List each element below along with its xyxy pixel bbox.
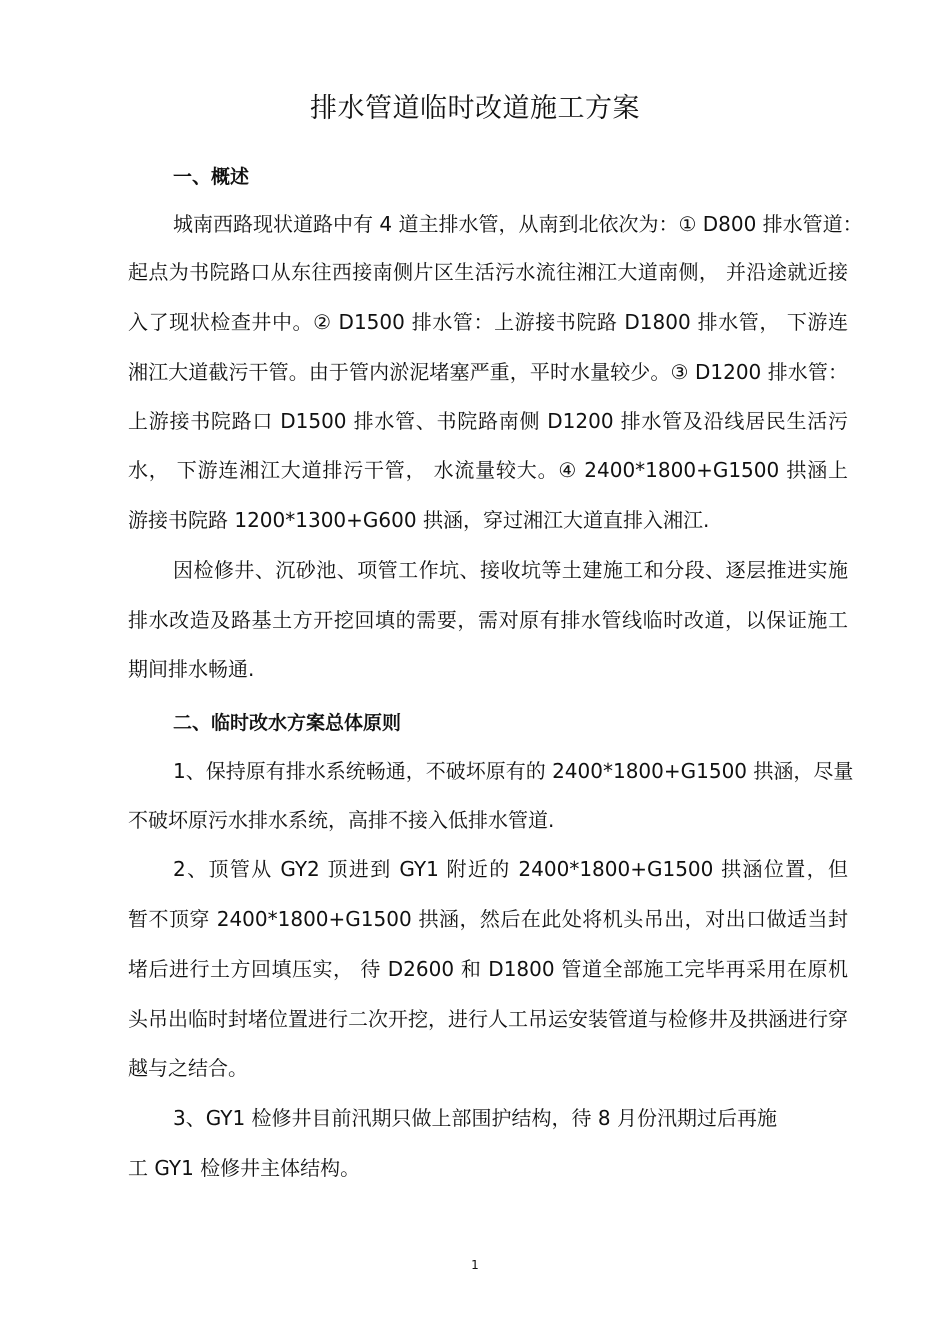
paragraph-line: 城南西路现状道路中有 4 道主排水管，从南到北依次为：① D800 排水管道： bbox=[173, 212, 863, 236]
section-heading-overview: 一、概述 bbox=[173, 166, 250, 188]
list-item-line: 不破坏原污水排水系统，高排不接入低排水管道. bbox=[128, 808, 555, 832]
paragraph-line: 入了现状检查井中。② D1500 排水管：上游接书院路 D1800 排水管， 下游连 bbox=[128, 310, 848, 334]
list-item-line: 工 GY1 检修井主体结构。 bbox=[128, 1156, 361, 1180]
list-item-line: 2、顶管从 GY2 顶进到 GY1 附近的 2400*1800+G1500 拱涵位置，但 bbox=[173, 857, 848, 881]
paragraph-line: 游接书院路 1200*1300+G600 拱涵，穿过湘江大道直排入湘江. bbox=[128, 508, 710, 532]
list-item-line: 1、保持原有排水系统畅通，不破坏原有的 2400*1800+G1500 拱涵，尽量 bbox=[173, 759, 854, 783]
paragraph-line: 湘江大道截污干管。由于管内淤泥堵塞严重，平时水量较少。③ D1200 排水管： bbox=[128, 360, 848, 384]
list-item-line: 3、GY1 检修井目前汛期只做上部围护结构，待 8 月份汛期过后再施 bbox=[173, 1106, 777, 1130]
document-title: 排水管道临时改道施工方案 bbox=[310, 93, 640, 124]
list-item-line: 越与之结合。 bbox=[128, 1056, 248, 1080]
paragraph-line: 上游接书院路口 D1500 排水管、书院路南侧 D1200 排水管及沿线居民生活污 bbox=[128, 409, 848, 433]
section-heading-principles: 二、临时改水方案总体原则 bbox=[173, 712, 402, 734]
list-item-line: 暂不顶穿 2400*1800+G1500 拱涵，然后在此处将机头吊出，对出口做适当封 bbox=[128, 907, 848, 931]
page-number: 1 bbox=[471, 1258, 479, 1272]
paragraph-line: 排水改造及路基土方开挖回填的需要，需对原有排水管线临时改道，以保证施工 bbox=[128, 608, 848, 632]
list-item-line: 堵后进行土方回填压实， 待 D2600 和 D1800 管道全部施工完毕再采用在原机 bbox=[128, 957, 848, 981]
list-item-line: 头吊出临时封堵位置进行二次开挖，进行人工吊运安装管道与检修井及拱涵进行穿 bbox=[128, 1007, 848, 1031]
paragraph-line: 水， 下游连湘江大道排污干管， 水流量较大。④ 2400*1800+G1500 拱涵上 bbox=[128, 458, 848, 482]
paragraph-line: 起点为书院路口从东往西接南侧片区生活污水流往湘江大道南侧， 并沿途就近接 bbox=[128, 260, 848, 284]
paragraph-line: 因检修井、沉砂池、项管工作坑、接收坑等土建施工和分段、逐层推进实施 bbox=[173, 558, 848, 582]
paragraph-line: 期间排水畅通. bbox=[128, 657, 255, 681]
